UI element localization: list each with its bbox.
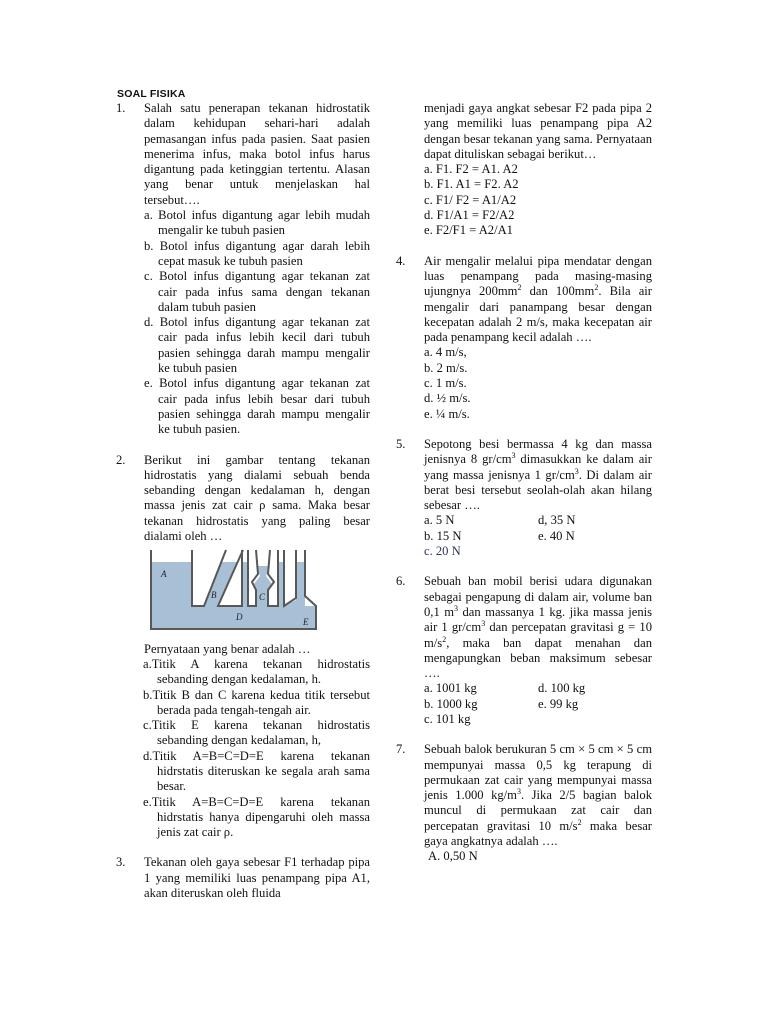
option-d[interactable]: d. Botol infus digantung agar tekanan zat cair pada infus lebih kecil dari tubuh pasien sehingga darah mampu mengalir ke tubuh pasien [144,315,370,376]
option-d[interactable]: d, 35 N [538,513,576,528]
document-title: SOAL FISIKA [117,88,186,100]
option-d[interactable]: d. F1/A1 = F2/A2 [424,208,515,223]
option-c[interactable]: c. Botol infus digantung agar tekanan zat cair pada infus sama dengan tekanan dalam tubuh pasien [144,269,370,314]
figure-label-a: A [161,569,167,580]
question-stem: Sebuah balok berukuran 5 cm × 5 cm × 5 cm mempunyai massa 0,5 kg terapung di permukaan zat cair yang mempunyai massa jenis 1.000 $kg/m^3$. Jika 2/5 bagian balok muncul di permukaan zat cair dan percepatan gravitasi 10 $m/s^2$ maka besar gaya angkatnya adalah …. [424,742,653,849]
option-e[interactable]: e. 99 kg [538,696,579,711]
option-c[interactable]: c. 101 kg [424,711,471,726]
option-d[interactable]: d. ½ m/s. [424,391,471,406]
figure-label-d: D [236,612,243,623]
option-a[interactable]: A. 0,50 N [428,849,478,864]
option-b[interactable]: b. 2 m/s. [424,360,468,375]
option-a[interactable]: a. Botol infus digantung agar lebih mudah mengalir ke tubuh pasien [144,208,370,238]
statement-lead: Pernyataan yang benar adalah … [144,641,311,656]
question-6 [396,574,652,727]
option-a[interactable]: a. 1001 kg [424,681,477,696]
right-column [396,101,652,865]
question-number: 1. [116,101,126,115]
question-stem-part2: menjadi gaya angkat sebesar F2 pada pipa 2 yang memiliki luas penampang pipa A2 dengan besar tekanan yang sama. Pernyataan dapat dituliskan sebagai berikut… [424,101,652,161]
option-a[interactable]: a. F1. F2 = A1. A2 [424,162,518,177]
question-number: 6. [396,574,406,589]
option-b[interactable]: b. 1000 kg [424,696,478,711]
figure-label-e: E [303,617,309,628]
question-number: 5. [396,436,406,451]
question-3 [116,855,370,901]
question-1 [116,101,370,438]
option-a[interactable]: a. 5 N [424,513,455,528]
option-b[interactable]: b. F1. A1 = F2. A2 [424,177,519,192]
option-c[interactable]: c. F1/ F2 = A1/A2 [424,192,517,207]
question-stem: Sebuah ban mobil berisi udara digunakan sebagai pengapung di dalam air, volume ban 0,1 $m^3$ dan massanya 1 kg. jika massa jenis air 1 $gr/cm^3$ dan percepatan gravitasi g = 10 $m/s^2$, maka ban dapat menahan dan mengapungkan beban maksimum sebesar …. [424,574,653,681]
figure-label-b: B [211,590,217,601]
question-number: 7. [396,742,406,757]
figure-label-c: C [259,592,266,603]
left-column [116,101,370,901]
question-stem: Sepotong besi bermassa 4 kg dan massa jenisnya 8 $gr/cm^3$ dimasukkan ke dalam air yang massa jenisnya 1 $gr/cm^3$. Di dalam air berat besi tersebut seolah-olah akan hilang sebesar …. [424,436,652,513]
question-number: 4. [396,253,406,268]
option-a[interactable]: a. 4 m/s, [424,345,467,360]
question-4 [396,254,652,422]
question-stem: Air mengalir melalui pipa mendatar dengan luas penampang pada masing-masing ujungnya $200mm^2$ dan $100mm^2$. Bila air mengalir dari panampang besar dengan kecepatan adalah 2 m/s, maka kecepatan air pada penampang kecil adalah …. [424,253,652,345]
question-5 [396,437,652,559]
option-b[interactable]: b. 15 N [424,528,462,543]
option-e[interactable]: e. F2/F1 = A2/A1 [424,223,513,238]
option-c[interactable]: c. 1 m/s. [424,376,467,391]
question-number: 3. [116,855,126,870]
option-a[interactable]: a.Titik A karena tekanan hidrostatis sebanding dengan kedalaman, h. [143,656,370,687]
option-e[interactable]: e. 40 N [538,528,575,543]
option-e[interactable]: e. ¼ m/s. [424,406,470,421]
option-d[interactable]: d. 100 kg [538,681,586,696]
option-c[interactable]: c.Titik E karena tekanan hidrostatis sebanding dengan kedalaman, h, [143,718,370,748]
connected-vessels-figure [148,548,320,630]
question-number: 2. [116,452,126,467]
option-b[interactable]: b. Botol infus digantung agar darah lebih cepat masuk ke tubuh pasien [144,238,370,268]
option-e[interactable]: e. Botol infus digantung agar tekanan zat cair pada infus lebih besar dari tubuh pasien sehingga darah mampu mengalir ke tubuh pasien. [144,376,370,437]
option-d[interactable]: d.Titik A=B=C=D=E karena tekanan hidrstatis diteruskan ke segala arah sama besar. [143,748,370,794]
question-stem: Berikut ini gambar tentang tekanan hidrostatis yang dialami sebuah benda sebanding dengan kedalaman h, dengan massa jenis zat cair ρ sama. Maka besar tekanan hidrostatis yang paling besar dialami oleh … [144,452,370,544]
option-e[interactable]: e.Titik A=B=C=D=E karena tekanan hidrstatis hanya dipengaruhi oleh massa jenis zat cair ρ. [143,794,370,840]
question-7 [396,742,652,864]
question-stem: Salah satu penerapan tekanan hidrostatik dalam kehidupan sehari-hari adalah pemasangan infus pada pasien. Saat pasien menerima infus, maka botol infus harus digantung pada ketinggian tertentu. Alasan yang benar untuk menjelaskan hal tersebut…. [144,101,370,207]
question-3-continued [396,101,652,239]
option-c[interactable]: c. 20 N [424,544,461,559]
question-2 [116,453,370,841]
option-b[interactable]: b.Titik B dan C karena kedua titik tersebut berada pada tengah-tengah air. [143,687,370,717]
question-stem-part1: Tekanan oleh gaya sebesar F1 terhadap pipa 1 yang memiliki luas penampang pipa A1, akan diteruskan oleh fluida [144,855,370,901]
